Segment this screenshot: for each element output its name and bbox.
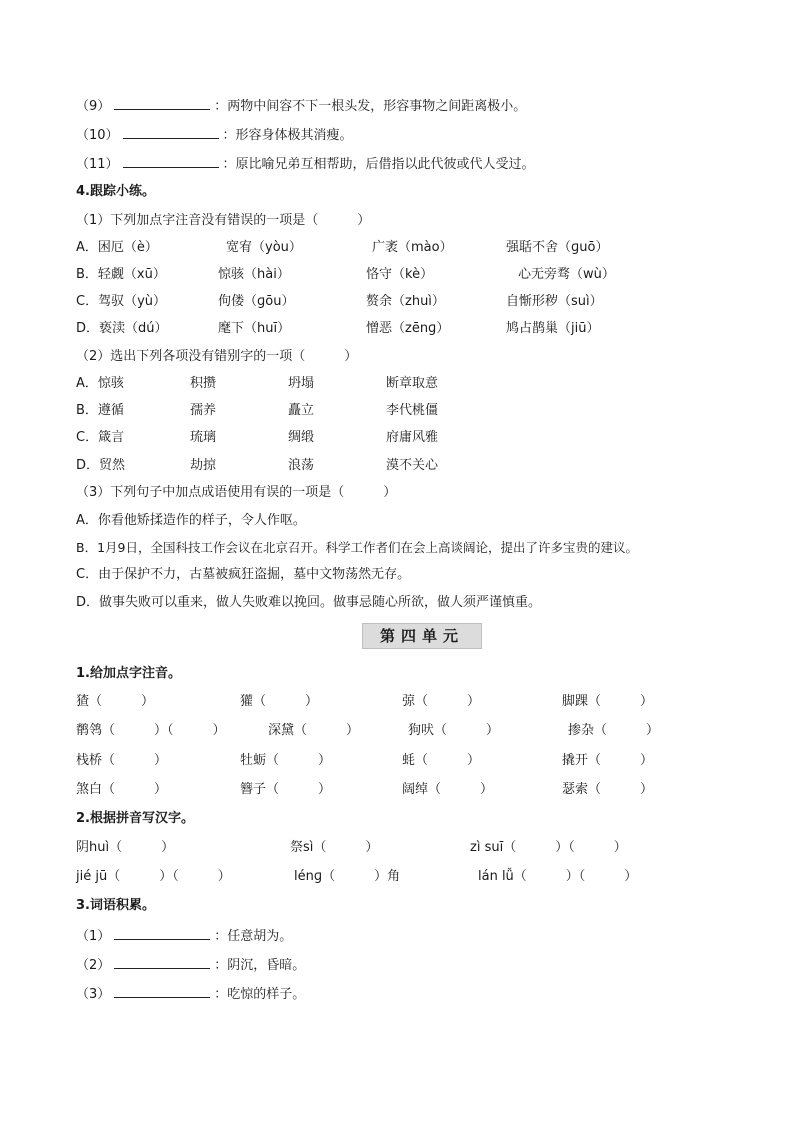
hanzi-cell[interactable]: 阴huì（ ） bbox=[76, 840, 175, 855]
pinyin-cell[interactable]: 瑟索（ ） bbox=[562, 782, 654, 797]
q2-option-d-3: 浪荡 bbox=[288, 458, 315, 473]
q1-option-d-1: D．亵渎（dú） bbox=[76, 321, 168, 336]
item-definition: ：形容身体极其消瘦。 bbox=[222, 128, 353, 143]
pinyin-cell[interactable]: 脚踝（ ） bbox=[562, 694, 654, 709]
q1-option-d-2: 麾下（huī） bbox=[218, 321, 291, 336]
hanzi-cell[interactable]: lán lǚ（ ）（ ） bbox=[478, 869, 638, 884]
q2-option-c-3: 绸缎 bbox=[288, 430, 315, 445]
q2-option-b-2: 孺养 bbox=[190, 403, 217, 418]
item-number: （9） bbox=[76, 99, 111, 114]
pinyin-cell[interactable]: 阔绰（ ） bbox=[402, 782, 494, 797]
q2-option-c-4: 府庸风雅 bbox=[386, 430, 439, 445]
question-1-stem: （1）下列加点字注音没有错误的一项是（ ） bbox=[76, 213, 371, 228]
pinyin-cell[interactable]: 煞白（ ） bbox=[76, 782, 168, 797]
q1-option-c-1: C．驾驭（yù） bbox=[76, 294, 167, 309]
q2-option-a-4: 断章取意 bbox=[386, 376, 439, 391]
q1-option-a-2: 宽宥（yòu） bbox=[226, 240, 302, 255]
q2-option-d-1: D．贸然 bbox=[76, 458, 126, 473]
answer-blank[interactable] bbox=[123, 124, 219, 139]
q3-option-b: B．1月9日，全国科技工作会议在北京召开。科学工作者们在会上高谈阔论，提出了许多宝贵的建议。 bbox=[76, 540, 638, 555]
pinyin-cell[interactable]: 撬开（ ） bbox=[562, 753, 654, 768]
pinyin-cell[interactable]: 蚝（ ） bbox=[402, 753, 481, 768]
u4-question-3-title: 3.词语积累。 bbox=[76, 898, 155, 913]
q2-option-a-2: 积攒 bbox=[190, 376, 217, 391]
section-title-practice: 4.跟踪小练。 bbox=[76, 184, 155, 199]
pinyin-cell[interactable]: 簪子（ ） bbox=[240, 782, 332, 797]
pinyin-cell[interactable]: 深黛（ ） bbox=[268, 723, 360, 738]
hanzi-cell[interactable]: zì suī（ ）（ ） bbox=[470, 840, 627, 855]
q1-option-c-2: 佝偻（ɡōu） bbox=[218, 294, 295, 309]
answer-blank[interactable] bbox=[114, 925, 210, 940]
q2-option-b-4: 李代桃僵 bbox=[386, 403, 439, 418]
vocab-item-3 bbox=[76, 983, 305, 1005]
item-number: （1） bbox=[76, 929, 111, 944]
q1-option-b-2: 惊骇（hài） bbox=[218, 267, 290, 282]
hanzi-cell[interactable]: jié jū（ ）（ ） bbox=[76, 869, 231, 884]
hanzi-cell[interactable]: 祭sì（ ） bbox=[290, 840, 379, 855]
q1-option-d-4: 鸠占鹊巢（jiū） bbox=[506, 321, 600, 336]
q1-option-d-3: 憎恶（zēnɡ） bbox=[366, 321, 450, 336]
q3-option-a: A．你看他矫揉造作的样子，令人作呕。 bbox=[76, 513, 306, 528]
u4-question-1-title: 1.给加点字注音。 bbox=[76, 666, 181, 681]
q1-option-a-1: A．困厄（è） bbox=[76, 240, 158, 255]
vocab-item-1 bbox=[76, 925, 292, 947]
q1-option-b-4: 心无旁骛（wù） bbox=[518, 267, 615, 282]
pinyin-cell[interactable]: 鹡鸰（ ）（ ） bbox=[76, 723, 226, 738]
u4-question-2-title: 2.根据拼音写汉字。 bbox=[76, 811, 194, 826]
q2-option-c-2: 琉璃 bbox=[190, 430, 217, 445]
q2-option-d-2: 劫掠 bbox=[190, 458, 217, 473]
item-definition: ：两物中间容不下一根头发，形容事物之间距离极小。 bbox=[214, 99, 527, 114]
question-2-stem: （2）选出下列各项没有错别字的一项（ ） bbox=[76, 349, 358, 364]
item-number: （2） bbox=[76, 958, 111, 973]
q3-option-c: C．由于保护不力，古墓被疯狂盗掘，墓中文物荡然无存。 bbox=[76, 567, 411, 582]
item-number: （3） bbox=[76, 987, 111, 1002]
pinyin-cell[interactable]: 弶（ ） bbox=[402, 694, 481, 709]
answer-blank[interactable] bbox=[114, 954, 210, 969]
pinyin-cell[interactable]: 牡蛎（ ） bbox=[240, 753, 332, 768]
item-definition: ：原比喻兄弟互相帮助，后借指以此代彼或代人受过。 bbox=[222, 157, 535, 172]
answer-blank[interactable] bbox=[123, 153, 219, 168]
definition-item-10 bbox=[76, 124, 353, 146]
q1-option-b-3: 恪守（kè） bbox=[366, 267, 434, 282]
q1-option-b-1: B．轻觑（xū） bbox=[76, 267, 166, 282]
q2-option-a-3: 坍塌 bbox=[288, 376, 315, 391]
pinyin-cell[interactable]: 栈桥（ ） bbox=[76, 753, 168, 768]
item-number: （10） bbox=[76, 128, 119, 143]
pinyin-cell[interactable]: 猹（ ） bbox=[76, 694, 155, 709]
q2-option-b-3: 矗立 bbox=[288, 403, 315, 418]
item-definition: ：阴沉，昏暗。 bbox=[214, 958, 306, 973]
vocab-item-2 bbox=[76, 954, 305, 976]
answer-blank[interactable] bbox=[114, 983, 210, 998]
pinyin-cell[interactable]: 獾（ ） bbox=[240, 694, 319, 709]
item-definition: ：吃惊的样子。 bbox=[214, 987, 306, 1002]
definition-item-9 bbox=[76, 95, 526, 117]
q2-option-b-1: B．遵循 bbox=[76, 403, 124, 418]
item-definition: ：任意胡为。 bbox=[214, 929, 293, 944]
q2-option-d-4: 漠不关心 bbox=[386, 458, 439, 473]
pinyin-cell[interactable]: 掺杂（ ） bbox=[568, 723, 660, 738]
q1-option-a-4: 强聒不舍（ɡuō） bbox=[506, 240, 609, 255]
answer-blank[interactable] bbox=[114, 95, 210, 110]
q2-option-a-1: A．惊骇 bbox=[76, 376, 124, 391]
q2-option-c-1: C．箴言 bbox=[76, 430, 125, 445]
question-3-stem: （3）下列句子中加点成语使用有误的一项是（ ） bbox=[76, 485, 397, 500]
q1-option-c-3: 赘余（zhuì） bbox=[366, 294, 445, 309]
q3-option-d: D．做事失败可以重来，做人失败难以挽回。做事忌随心所欲，做人须严谨慎重。 bbox=[76, 595, 542, 610]
definition-item-11 bbox=[76, 153, 535, 175]
pinyin-cell[interactable]: 狗吠（ ） bbox=[408, 723, 500, 738]
hanzi-cell[interactable]: lénɡ（ ）角 bbox=[294, 869, 401, 884]
item-number: （11） bbox=[76, 157, 119, 172]
unit-title-banner: 第四单元 bbox=[362, 623, 482, 649]
q1-option-a-3: 广袤（mào） bbox=[372, 240, 453, 255]
q1-option-c-4: 自惭形秽（suì） bbox=[506, 294, 603, 309]
